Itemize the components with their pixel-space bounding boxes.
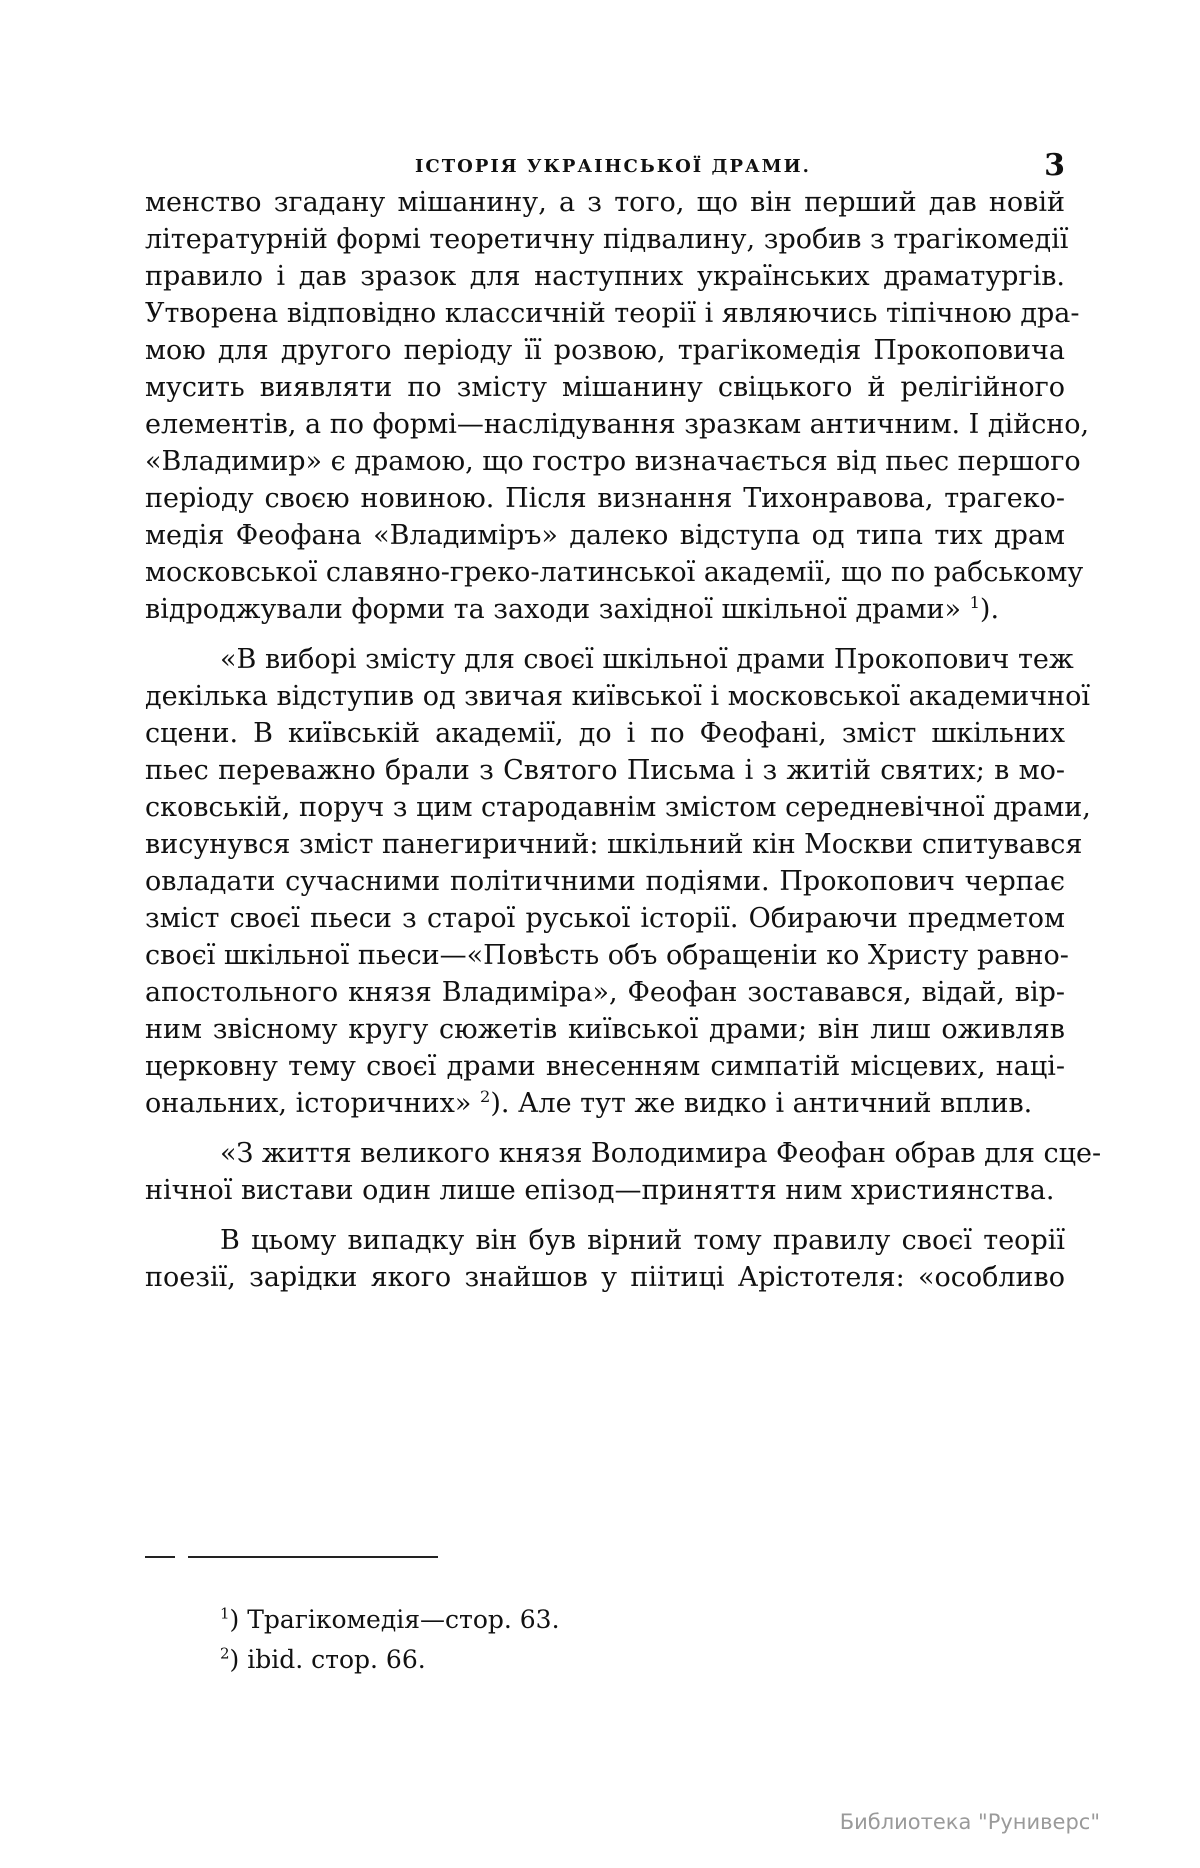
- text-line-tail: ). Але тут же видко і античний вплив.: [490, 1088, 1033, 1119]
- text-line: «В виборі змісту для своєї шкільної драми Прокопович теж: [220, 644, 1074, 675]
- footnote-text: ) Трагікомедія—стор. 63.: [229, 1605, 560, 1634]
- text-line: правило і дав зразок для наступних українських драматургів.: [145, 261, 1065, 292]
- text-line-content: відроджували форми та заходи західної шкільної драми»: [145, 594, 961, 625]
- footnote-rule: [188, 1556, 438, 1558]
- text-line: пьес переважно брали з Святого Письма і з житій святих; в мо-: [145, 755, 1065, 786]
- footnote-ref-2: 2: [480, 1087, 491, 1106]
- text-line: менство згадану мішанину, а з того, що він перший дав новій: [145, 187, 1065, 218]
- text-line: поезії, зарідки якого знайшов у піітиці Арістотеля: «особливо: [145, 1262, 1065, 1293]
- text-line: ним звісному кругу сюжетів київської драми; він лиш оживляв: [145, 1014, 1065, 1045]
- text-line: сцени. В київській академії, до і по Феофані, зміст шкільних: [145, 718, 1065, 749]
- text-line-content: ональних, історичних»: [145, 1088, 472, 1119]
- footnote-rule-dash: [145, 1556, 175, 1558]
- text-line: овладати сучасними політичними подіями. Прокопович черпає: [145, 866, 1065, 897]
- footnote-mark: 1: [220, 1604, 230, 1623]
- text-line: сковській, поруч з цим стародавнім змістом середневічної драми,: [145, 792, 1091, 823]
- page-number: 3: [1044, 148, 1065, 183]
- footnote-text: ) ibid. стор. 66.: [229, 1645, 426, 1674]
- library-watermark: Библиотека "Руниверс": [839, 1810, 1100, 1834]
- text-line: літературній формі теоретичну підвалину, зробив з трагікомедії: [145, 224, 1069, 255]
- running-title: ІСТОРІЯ УКРАІНСЬКОЇ ДРАМИ.: [415, 156, 811, 177]
- text-line: декілька відступив од звичая київської і московської академичної: [145, 681, 1091, 712]
- footnote-2: [220, 1642, 426, 1678]
- footnote-mark: 2: [220, 1644, 230, 1663]
- text-line: московської славяно-греко-латинської академії, що по рабському: [145, 557, 1084, 588]
- text-line: [145, 1084, 1065, 1124]
- text-line: апостольного князя Владиміра», Феофан зоставався, відай, вір-: [145, 977, 1065, 1008]
- text-line: «З життя великого князя Володимира Феофан обрав для сце-: [220, 1138, 1102, 1169]
- text-line: нічної вистави один лише епізод—приняття ним християнства.: [145, 1175, 1055, 1206]
- text-line-tail: ).: [979, 594, 1000, 625]
- text-line: Утворена відповідно классичній теорії і являючись тіпічною дра-: [145, 298, 1080, 329]
- text-line: періоду своєю новиною. Після визнання Тихонравова, трагеко-: [145, 483, 1065, 514]
- text-line: церковну тему своєї драми внесенням симпатій місцевих, наці-: [145, 1051, 1065, 1082]
- text-line: елементів, а по формі—наслідування зразкам античним. І дійсно,: [145, 409, 1090, 440]
- text-line: своєї шкільної пьеси—«Повѣсть объ обращеніи ко Христу равно-: [145, 940, 1069, 971]
- footnote-ref-1: 1: [969, 593, 980, 612]
- text-line: мусить виявляти по змісту мішанину свіцького й релігійного: [145, 372, 1065, 403]
- text-line: мою для другого періоду її розвою, трагікомедія Прокоповича: [145, 335, 1065, 366]
- text-line: «Владимир» є драмою, що гостро визначається від пьес першого: [145, 446, 1081, 477]
- text-line: зміст своєї пьеси з старої руської історії. Обираючи предметом: [145, 903, 1065, 934]
- footnote-1: [220, 1602, 560, 1638]
- text-line: В цьому випадку він був вірний тому правилу своєї теорії: [220, 1225, 1065, 1256]
- text-line: висунувся зміст панегиричний: шкільний кін Москви спитувався: [145, 829, 1083, 860]
- text-line: медія Феофана «Владиміръ» далеко відступа од типа тих драм: [145, 520, 1065, 551]
- text-line: [145, 590, 1065, 630]
